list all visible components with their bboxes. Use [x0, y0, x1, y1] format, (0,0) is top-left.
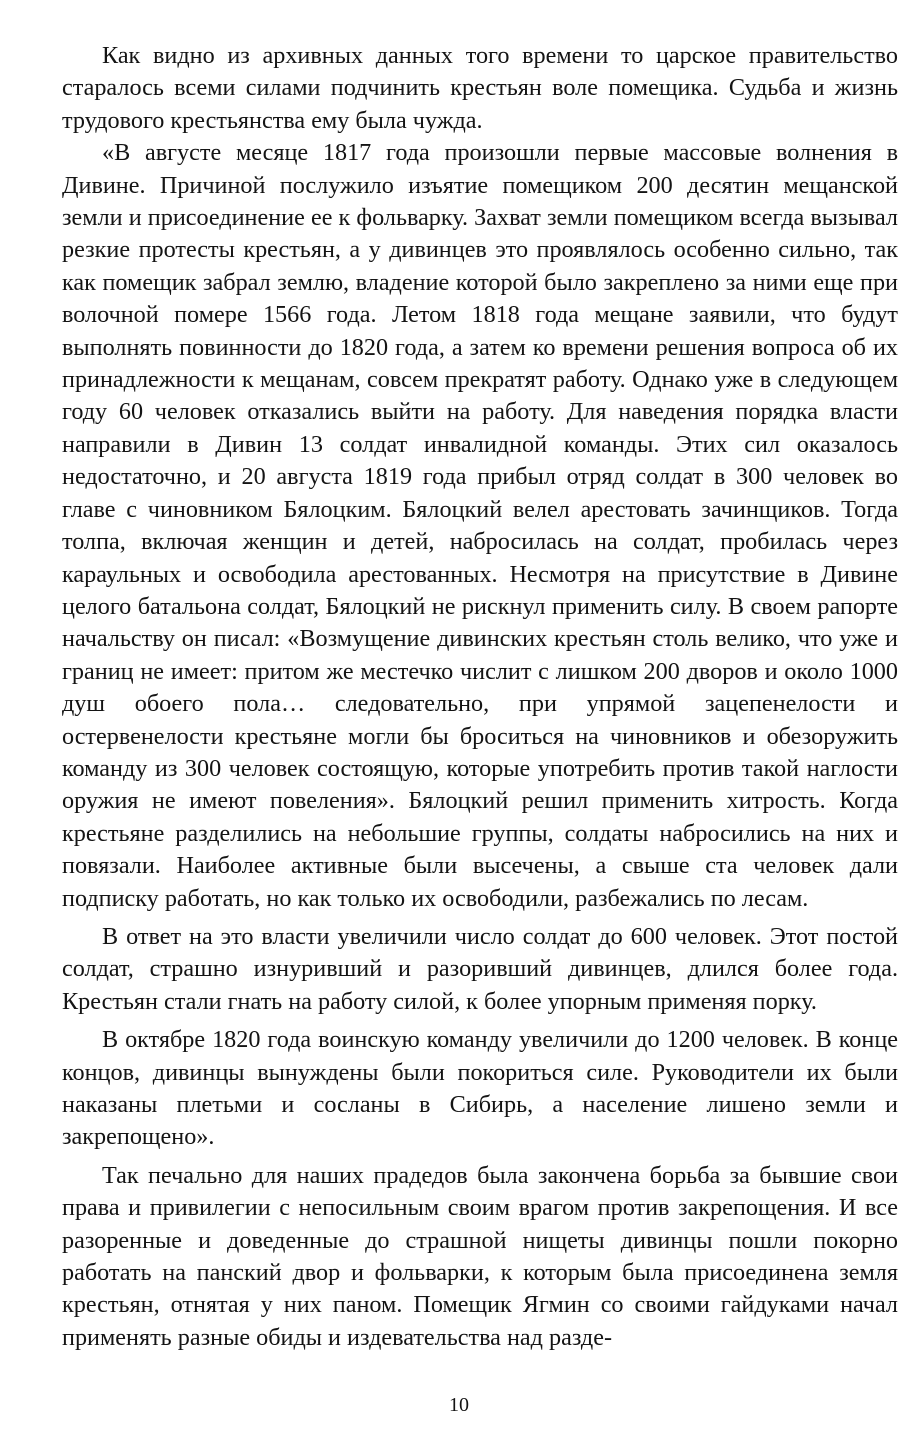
- paragraph-october-1820: В октябре 1820 года воинскую команду увеличили до 1200 человек. В конце концов, дивинцы вынуждены были покориться силе. Руководители их были наказаны плетьми и сосланы в Сибирь, а население лишено земли и закрепощено».: [62, 1026, 898, 1151]
- paragraph-conclusion: Так печально для наших прадедов была закончена борьба за бывшие свои права и привилегии с непосильным своим врагом против закрепощения. И все разоренные и доведенные до страшной нищеты дивинцы пошли покорно работать на панский двор и фольварки, к которым была присоединена земля крестьян, отнятая у них паном. Помещик Ягмин со своими гайдуками начал применять разные обиды и издевательства над разде-: [62, 1161, 898, 1351]
- paragraph-archive-data: Как видно из архивных данных того времени то царское правительство старалось всеми силами подчинить крестьян воле помещика. Судьба и жизнь трудового крестьянства ему была чужда.: [62, 42, 898, 134]
- paragraph-unrest-1817: «В августе месяце 1817 года произошли первые массовые волнения в Дивине. Причиной послужило изъятие помещиком 200 десятин мещанской земли и присоединение ее к фольварку. Захват земли помещиком всегда вызывал резкие протесты крестьян, а у дивинцев это проявлялось особенно сильно, так как помещик забрал землю, владение которой было закреплено за ними еще при волочной померe 1566 года. Летом 1818 года мещане заявили, что будут выполнять повинности до 1820 года, а затем ко времени решения вопроса об их принадлежности к мещанам, совсем прекратят работу. Однако уже в следующем году 60 человек отказались выйти на работу. Для наведения порядка власти направили в Дивин 13 солдат инвалидной команды. Этих сил оказалось недостаточно, и 20 августа 1819 года прибыл отряд солдат в 300 человек во главе с чиновником Бялоцким. Бялоцкий велел арестовать зачинщиков. Тогда толпа, включая женщин и детей, набросилась на солдат, пробилась через караульных и освободила арестованных. Несмотря на присутствие в Дивине целого батальона солдат, Бялоцкий не рискнул применить силу. В своем рапорте начальству он писал: «Возмущение дивинских крестьян столь велико, что уже и границ не имеет: притом же местечко числит с лишком 200 дворов и около 1000 душ обоего пола… следовательно, при упрямой зацепенелости и остервенелости крестьяне могли бы броситься на чиновников и обезоружить команду из 300 человек состоящую, которые употребить против такой наглости оружия не имеют повеления». Бялоцкий решил применить хитрость. Когда крестьяне разделились на небольшие группы, солдаты набросились на них и повязали. Наиболее активные были высечены, а свыше ста человек дали подписку работать, но как только их освободили, разбежались по лесам.: [62, 139, 898, 912]
- body-text: [62, 40, 898, 1354]
- paragraph-soldiers-600: В ответ на это власти увеличили число солдат до 600 человек. Этот постой солдат, страшно изнуривший и разоривший дивинцев, длился более года. Крестьян стали гнать на работу силой, к более упорным применяя порку.: [62, 922, 898, 1015]
- page-number: 10: [449, 1394, 469, 1416]
